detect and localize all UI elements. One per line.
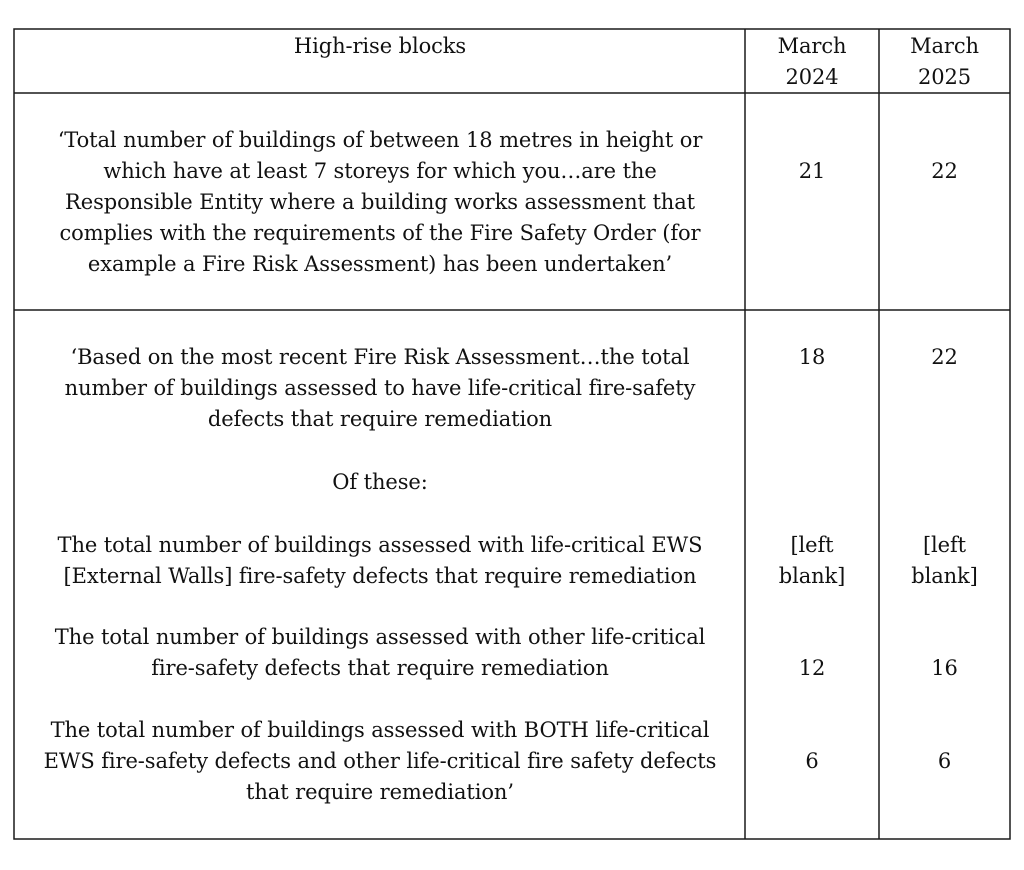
header-march-2025-line1: March — [910, 34, 979, 58]
row2-ews-value-2024 — [746, 530, 878, 592]
row2-ews-2024-line: [left — [790, 533, 834, 557]
row1-line: complies with the requirements of the Fire Safety Order (for — [59, 221, 701, 245]
row2-both-value-2024: 6 — [805, 749, 819, 773]
row2-both-description — [15, 715, 745, 808]
row1-value-2024: 21 — [798, 159, 826, 183]
row2-intro-value-2024: 18 — [798, 345, 826, 369]
of-these-label: Of these: — [332, 470, 428, 494]
row2-ews-line: [External Walls] fire-safety defects that require remediation — [63, 564, 697, 588]
row2-ews-description — [15, 530, 745, 592]
row2-intro-line: defects that require remediation — [207, 407, 553, 431]
row2-other-description — [15, 622, 745, 684]
row1-line: which have at least 7 storeys for which you…are the — [103, 159, 657, 183]
row2-other-value-2025: 16 — [931, 656, 958, 680]
row2-intro-value-2025: 22 — [931, 345, 958, 369]
row2-ews-2025-line: blank] — [911, 564, 978, 588]
row2-ews-2024-line: blank] — [778, 564, 846, 588]
header-march-2024 — [746, 31, 878, 93]
row2-both-line: EWS fire-safety defects and other life-critical fire safety defects — [43, 749, 717, 773]
row2-ews-line: The total number of buildings assessed with life-critical EWS — [57, 533, 703, 557]
row2-other-value-2024: 12 — [798, 656, 826, 680]
row2-ews-value-2025 — [879, 530, 1010, 592]
row1-description — [15, 125, 745, 280]
header-march-2024-line2: 2024 — [785, 65, 839, 89]
row1-line: Responsible Entity where a building works assessment that — [65, 190, 695, 214]
row2-intro — [15, 342, 745, 435]
row2-both-value-2025: 6 — [937, 749, 952, 773]
header-march-2025 — [879, 31, 1010, 93]
header-high-rise-blocks: High-rise blocks — [293, 34, 467, 58]
row2-intro-line: number of buildings assessed to have life-critical fire-safety — [64, 376, 696, 400]
row2-intro-line: ‘Based on the most recent Fire Risk Assessment…the total — [70, 345, 690, 369]
row2-both-line: The total number of buildings assessed with BOTH life-critical — [50, 718, 710, 742]
row1-line: ‘Total number of buildings of between 18 metres in height or — [57, 128, 703, 152]
row1-line: example a Fire Risk Assessment) has been undertaken’ — [87, 252, 673, 276]
row2-other-line: fire-safety defects that require remediation — [151, 656, 609, 680]
header-march-2025-line2: 2025 — [917, 65, 972, 89]
row2-ews-2025-line: [left — [922, 533, 967, 557]
row2-both-line: that require remediation’ — [246, 780, 514, 804]
header-march-2024-line1: March — [777, 34, 847, 58]
row2-other-line: The total number of buildings assessed with other life-critical — [54, 625, 706, 649]
row1-value-2025: 22 — [931, 159, 958, 183]
